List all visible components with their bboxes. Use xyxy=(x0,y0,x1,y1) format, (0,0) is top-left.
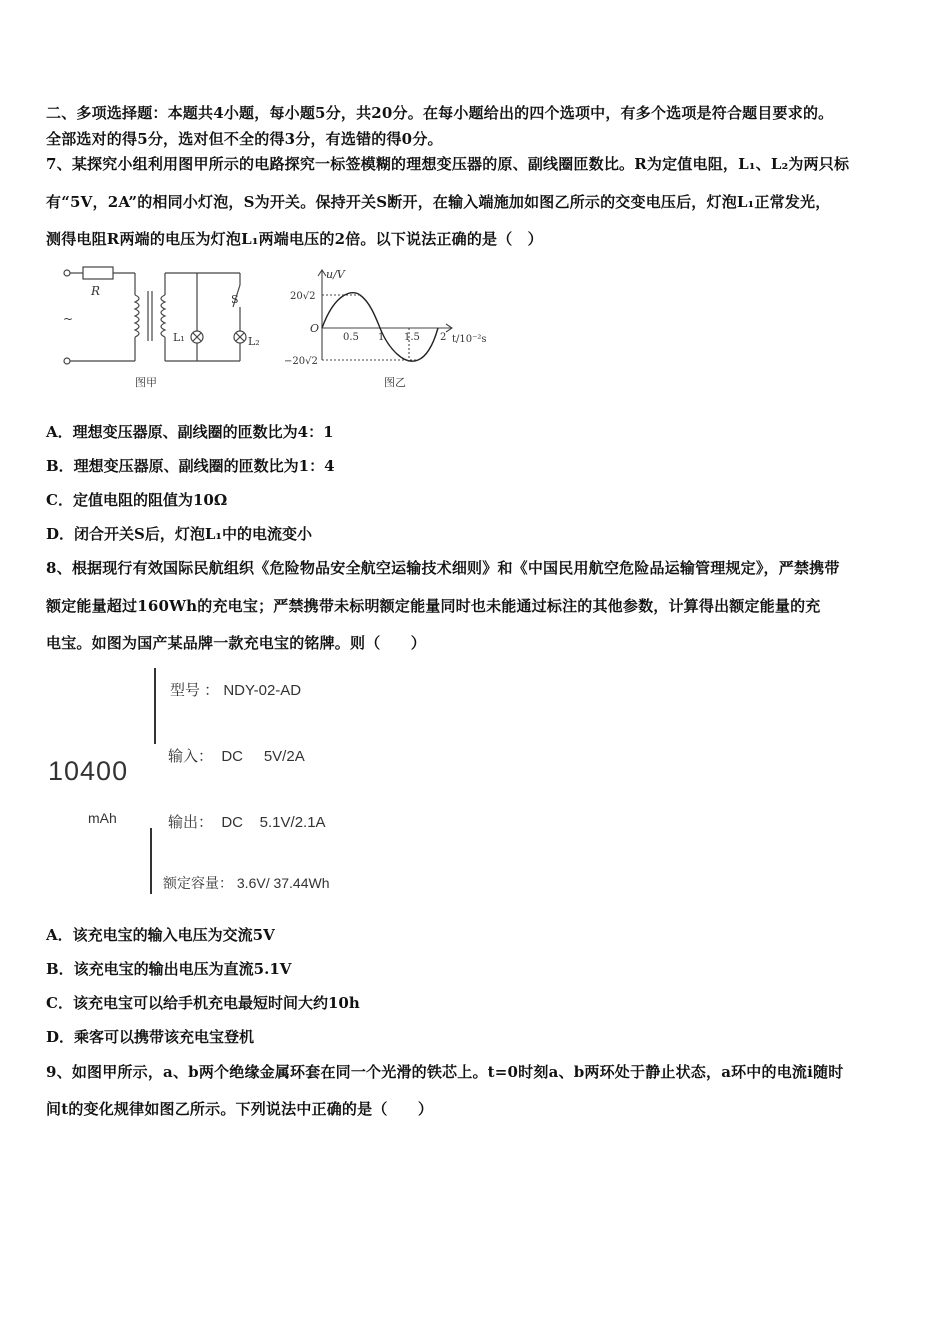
section-header-line-2: 全部选对的得5分，选对但不全的得3分，有选错的得0分。 xyxy=(46,130,443,148)
q7-option-b: B．理想变压器原、副线圈的匝数比为1：4 xyxy=(46,457,335,475)
y-min-label: −20√2 xyxy=(284,356,318,367)
resistor-r xyxy=(83,267,113,279)
q7-option-c: C．定值电阻的阻值为10Ω xyxy=(46,491,228,509)
voltage-curve xyxy=(322,293,438,361)
q8-stem-line-1: 8、根据现行有效国际民航组织《危险物品安全航空运输技术细则》和《中国民用航空危险品运输管理规定》，严禁携带 xyxy=(46,559,840,577)
capacity-unit: mAh xyxy=(88,810,117,826)
q9-stem-line-2: 间t的变化规律如图乙所示。下列说法中正确的是（ ） xyxy=(46,1100,434,1118)
q7-circuit-figure xyxy=(55,255,265,395)
l1-label: L₁ xyxy=(173,331,185,344)
input-terminal-bottom xyxy=(64,358,70,364)
nameplate-divider-top xyxy=(154,668,156,744)
q8-option-b: B．该充电宝的输出电压为直流5.1V xyxy=(46,960,292,978)
q8-stem-line-2: 额定能量超过160Wh的充电宝；严禁携带未标明额定能量同时也未能通过标注的其他参数，计算得出额定能量的充 xyxy=(46,597,821,615)
output-spec: 输出： DC 5.1V/2.1A xyxy=(168,814,326,831)
model-label: 型号 ： NDY-02-AD xyxy=(170,682,302,699)
x-tick-label: 1.5 xyxy=(404,332,420,343)
capacity-value: 10400 xyxy=(48,756,129,786)
q9-stem-line-1: 9、如图甲所示，a、b两个绝缘金属环套在同一个光滑的铁芯上。t=0时刻a、b两环处于静止状态，a环中的电流i随时 xyxy=(46,1063,844,1081)
x-tick-label: 2 xyxy=(440,332,447,343)
ac-source-symbol: ~ xyxy=(63,312,74,326)
x-tick-label: 1 xyxy=(378,332,385,343)
x-axis-label: t/10⁻²s xyxy=(452,334,487,345)
origin-label: O xyxy=(310,322,320,335)
input-terminal-top xyxy=(64,270,70,276)
secondary-coil xyxy=(161,295,165,337)
section-header-line-1: 二、多项选择题：本题共4小题，每小题5分，共20分。在每小题给出的四个选项中，有多个选项是符合题目要求的。 xyxy=(46,104,834,122)
q7-option-d: D．闭合开关S后，灯泡L₁中的电流变小 xyxy=(46,525,312,543)
q7-stem-line-3: 测得电阻R两端的电压为灯泡L₁两端电压的2倍。以下说法正确的是（ ） xyxy=(46,230,543,248)
y-axis-label: u/V xyxy=(326,268,345,281)
l2-label: L₂ xyxy=(248,335,260,348)
s-label: S xyxy=(231,293,239,306)
q7-stem-line-2: 有“5V，2A”的相同小灯泡，S为开关。保持开关S断开，在输入端施加如图乙所示的交变电压后，灯泡L₁正常发光， xyxy=(46,193,831,211)
rated-capacity-spec: 额定容量： 3.6V/ 37.44Wh xyxy=(163,875,330,891)
r-label: R xyxy=(91,284,101,298)
x-tick-label: 0.5 xyxy=(343,332,359,343)
y-max-label: 20√2 xyxy=(290,291,316,302)
fig-b-caption: 图乙 xyxy=(384,376,406,389)
q8-option-a: A．该充电宝的输入电压为交流5V xyxy=(46,926,275,944)
q7-waveform-figure xyxy=(280,262,500,392)
q7-option-a: A．理想变压器原、副线圈的匝数比为4：1 xyxy=(46,423,334,441)
fig-a-caption: 图甲 xyxy=(135,376,157,389)
q7-stem-line-1: 7、某探究小组利用图甲所示的电路探究一标签模糊的理想变压器的原、副线圈匝数比。R为定值电阻，L₁、L₂为两只标 xyxy=(46,155,850,173)
primary-coil xyxy=(135,295,139,337)
nameplate-divider-bottom xyxy=(150,828,152,894)
q8-option-c: C．该充电宝可以给手机充电最短时间大约10h xyxy=(46,994,360,1012)
input-spec: 输入： DC 5V/2A xyxy=(168,748,305,765)
q8-stem-line-3: 电宝。如图为国产某品牌一款充电宝的铭牌。则（ ） xyxy=(46,634,427,652)
q8-option-d: D．乘客可以携带该充电宝登机 xyxy=(46,1028,255,1046)
